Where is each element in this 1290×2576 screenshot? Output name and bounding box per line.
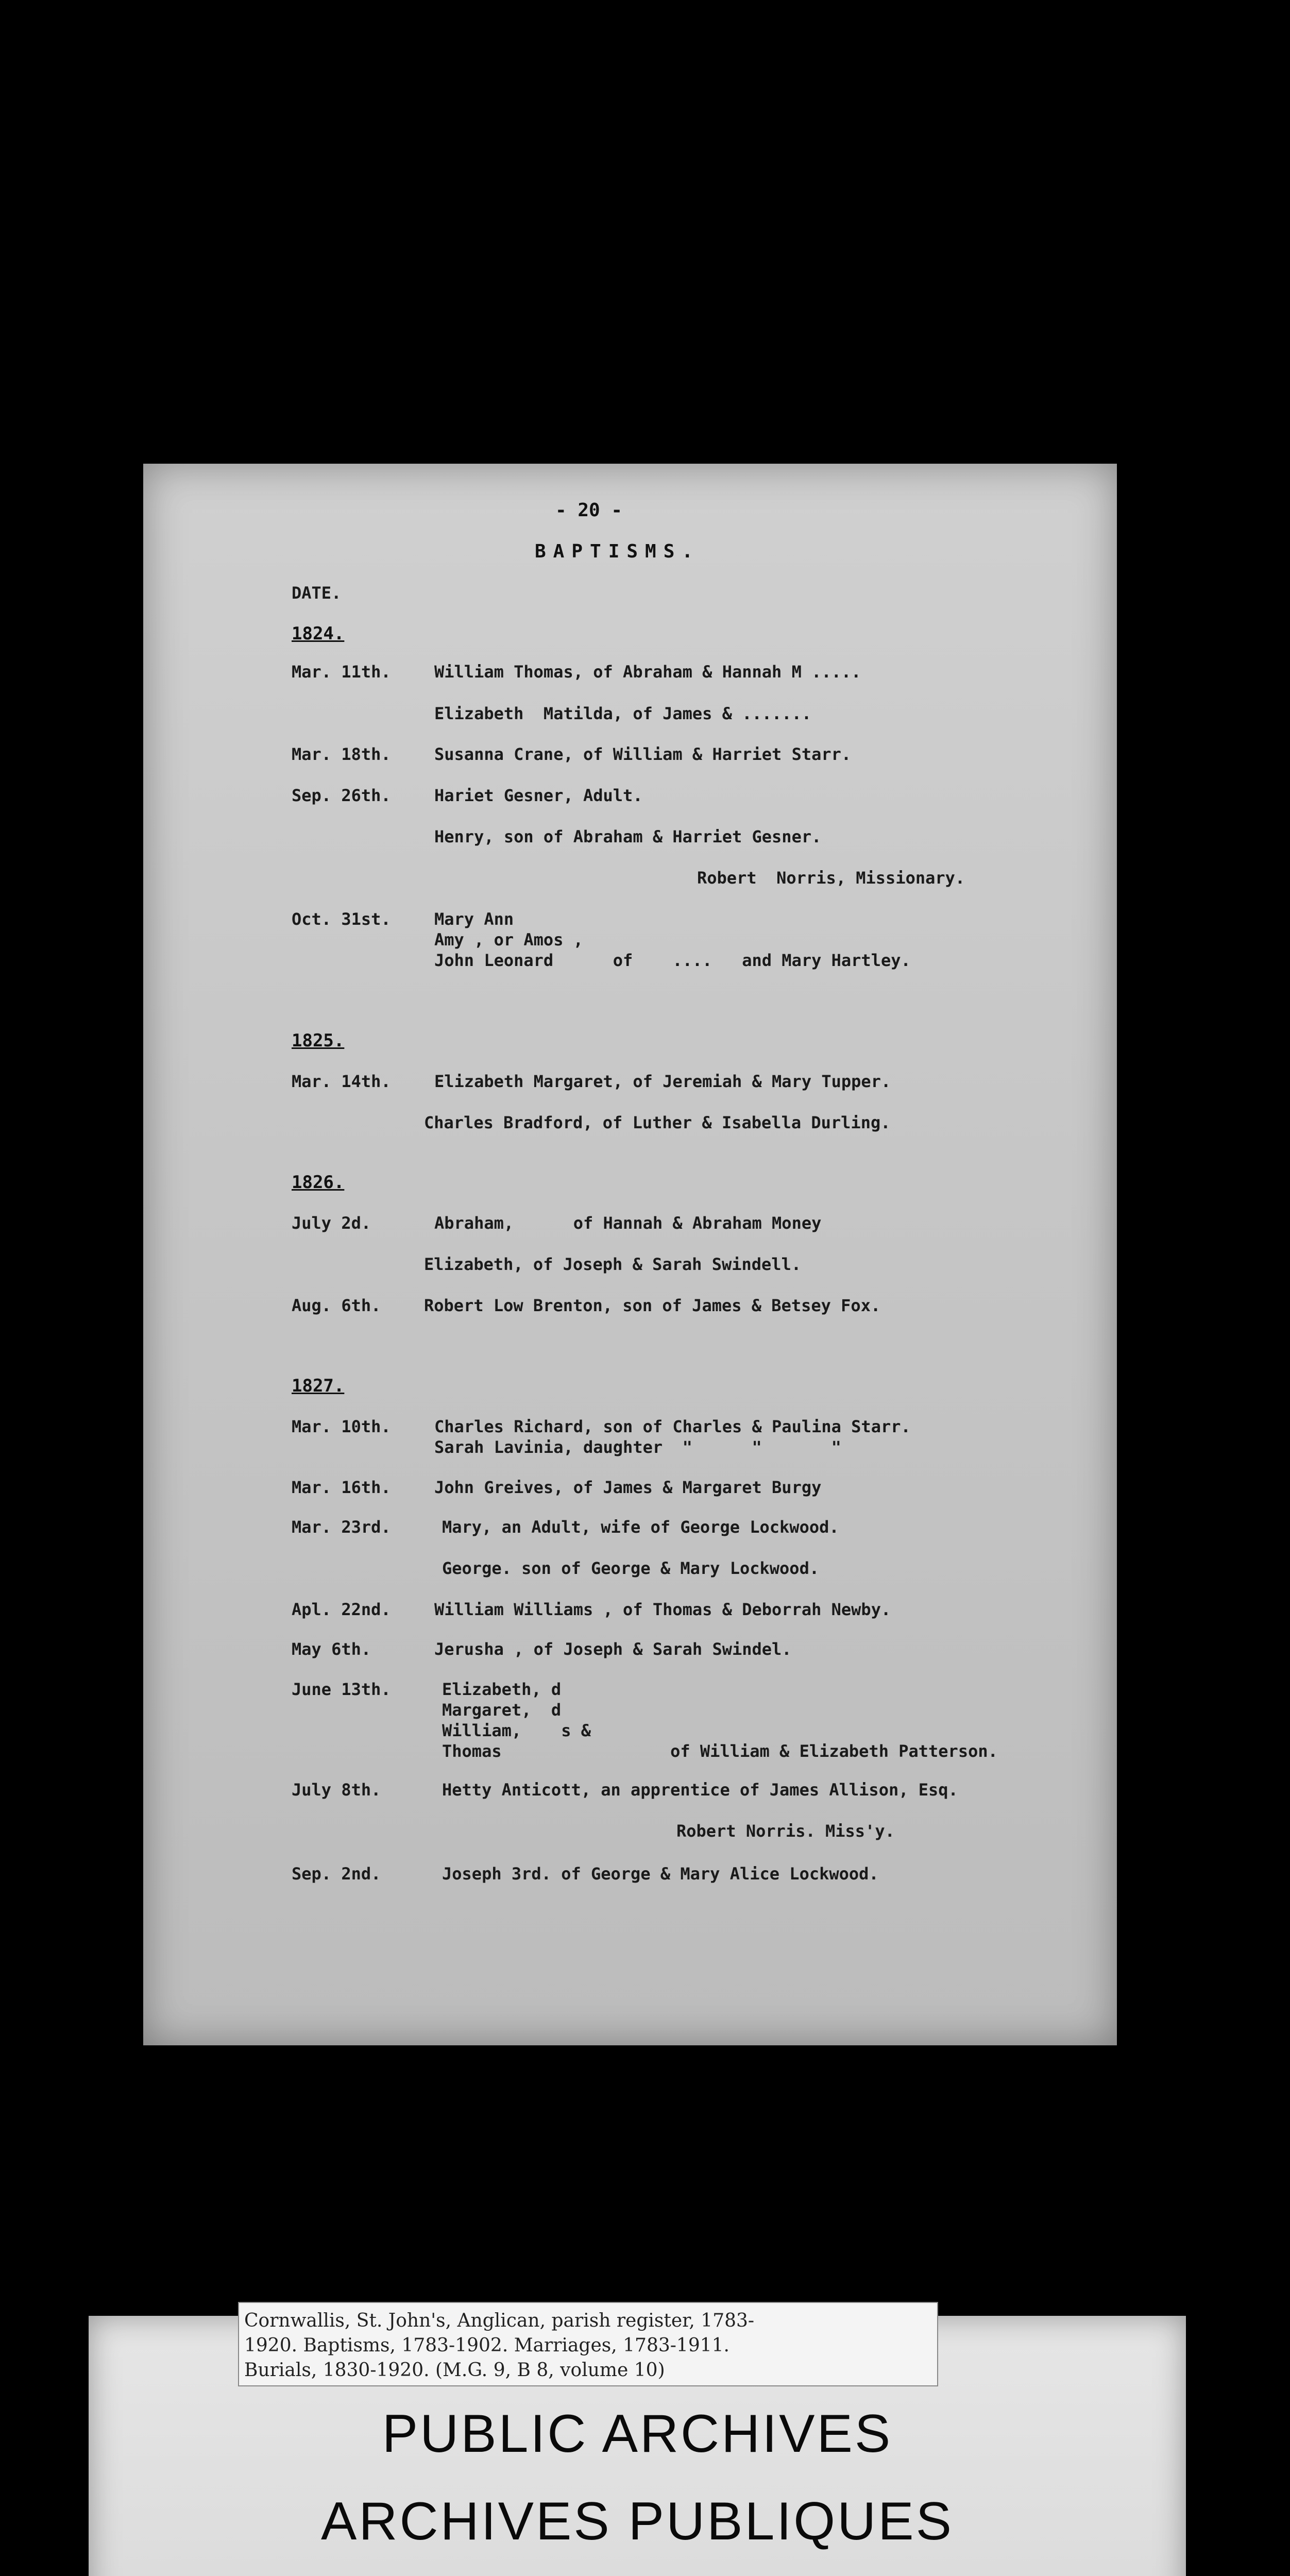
register-page	[143, 464, 1117, 2045]
entry-date: Mar. 23rd.	[292, 1517, 391, 1537]
entry-date: Mar. 10th.	[292, 1417, 391, 1436]
entry-text: Elizabeth Matilda, of James & .......	[434, 704, 812, 723]
entry-date: Oct. 31st.	[292, 909, 391, 929]
entry-text: Mary, an Adult, wife of George Lockwood.	[442, 1517, 839, 1537]
entry-date: June 13th.	[292, 1680, 391, 1699]
entry-date: Mar. 11th.	[292, 662, 391, 682]
entry-text: Joseph 3rd. of George & Mary Alice Lockwood.	[442, 1864, 879, 1884]
entry-text: Elizabeth, d	[442, 1680, 562, 1699]
archive-title-en: PUBLIC ARCHIVES	[382, 2404, 893, 2464]
entry-date: Mar. 14th.	[292, 1072, 391, 1091]
entry-date: Apl. 22nd.	[292, 1600, 391, 1619]
entry-date: Mar. 18th.	[292, 744, 391, 764]
entry-text: William Williams , of Thomas & Deborrah Newby.	[434, 1600, 891, 1619]
entry-text: Elizabeth, of Joseph & Sarah Swindell.	[424, 1255, 802, 1274]
entry-text: William Thomas, of Abraham & Hannah M .....	[434, 662, 861, 682]
entry-date: May 6th.	[292, 1639, 371, 1659]
entry-text: John Leonard of .... and Mary Hartley.	[434, 951, 911, 970]
entry-text: Thomas of William & Elizabeth Patterson.	[442, 1741, 998, 1761]
entry-text: John Greives, of James & Margaret Burgy	[434, 1478, 822, 1497]
entry-text: Susanna Crane, of William & Harriet Starr.	[434, 744, 852, 764]
reference-label	[238, 2302, 938, 2386]
signature-line: Robert Norris. Miss'y.	[676, 1821, 895, 1841]
reference-line: 1920. Baptisms, 1783-1902. Marriages, 1783-1911.	[244, 2335, 729, 2356]
entry-date: Mar. 16th.	[292, 1478, 391, 1497]
archive-title-fr: ARCHIVES PUBLIQUES	[321, 2492, 954, 2551]
entry-text: Elizabeth Margaret, of Jeremiah & Mary Tupper.	[434, 1072, 891, 1091]
entry-text: Charles Richard, son of Charles & Paulina Starr.	[434, 1417, 911, 1436]
entry-text: Amy , or Amos ,	[434, 930, 583, 950]
entry-date: Sep. 2nd.	[292, 1864, 381, 1884]
year-heading-1824: 1824.	[292, 623, 345, 644]
entry-date: Aug. 6th.	[292, 1296, 381, 1315]
year-heading-1827: 1827.	[292, 1376, 345, 1396]
entry-text: Hariet Gesner, Adult.	[434, 786, 643, 805]
year-heading-1826: 1826.	[292, 1172, 345, 1193]
entry-text: Sarah Lavinia, daughter " " "	[434, 1437, 841, 1457]
entry-text: Margaret, d	[442, 1700, 562, 1720]
entry-text: Jerusha , of Joseph & Sarah Swindel.	[434, 1639, 792, 1659]
page-number: - 20 -	[555, 500, 623, 521]
page-heading: BAPTISMS.	[535, 541, 701, 562]
entry-text: William, s &	[442, 1721, 591, 1740]
reference-line: Burials, 1830-1920. (M.G. 9, B 8, volume 10)	[244, 2360, 665, 2381]
entry-date: Sep. 26th.	[292, 786, 391, 805]
date-column-label: DATE.	[292, 583, 342, 603]
reference-line: Cornwallis, St. John's, Anglican, parish register, 1783-	[244, 2310, 755, 2331]
entry-text: Hetty Anticott, an apprentice of James Allison, Esq.	[442, 1780, 958, 1800]
entry-text: Robert Low Brenton, son of James & Betsey Fox.	[424, 1296, 881, 1315]
entry-date: July 2d.	[292, 1213, 371, 1233]
entry-text: George. son of George & Mary Lockwood.	[442, 1558, 820, 1578]
signature-line: Robert Norris, Missionary.	[697, 868, 965, 888]
entry-text: Charles Bradford, of Luther & Isabella Durling.	[424, 1113, 891, 1132]
entry-date: July 8th.	[292, 1780, 381, 1800]
entry-text: Henry, son of Abraham & Harriet Gesner.	[434, 827, 822, 846]
year-heading-1825: 1825.	[292, 1030, 345, 1051]
entry-text: Mary Ann	[434, 909, 514, 929]
entry-text: Abraham, of Hannah & Abraham Money	[434, 1213, 822, 1233]
